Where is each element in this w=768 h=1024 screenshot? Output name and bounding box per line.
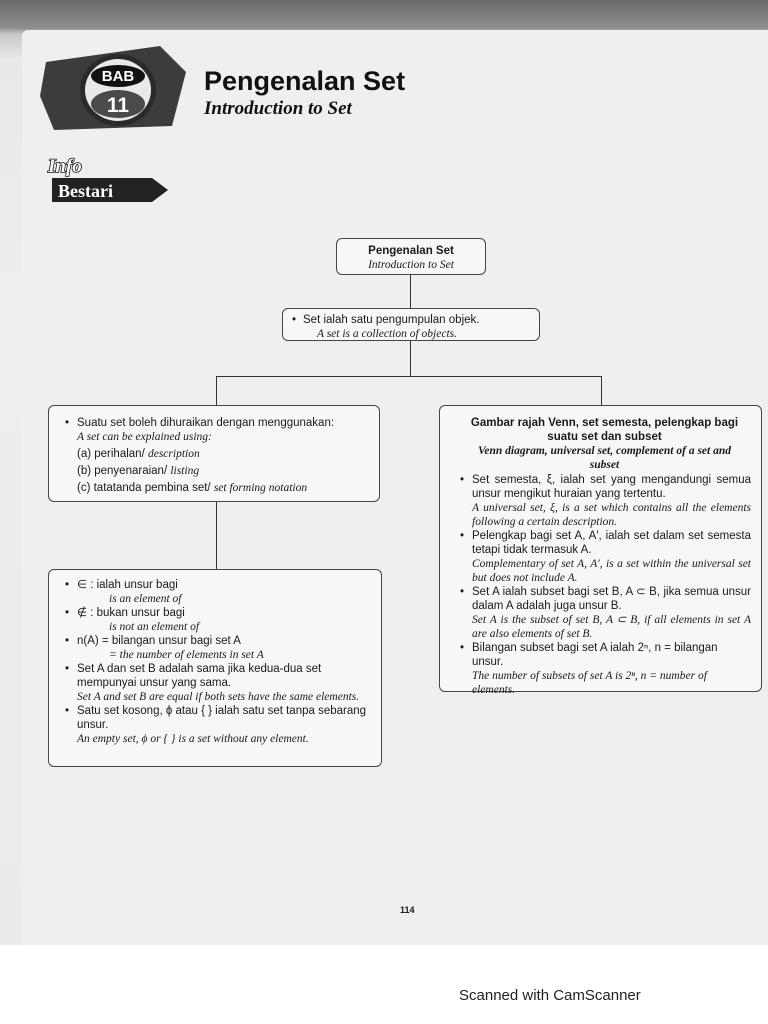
notation-list bbox=[63, 578, 371, 746]
root-title: Pengenalan Set bbox=[368, 245, 454, 257]
description-item-a: (a) perihalan/ description bbox=[77, 448, 200, 460]
connector bbox=[410, 275, 411, 309]
chapter-number: 11 bbox=[106, 94, 130, 117]
connector bbox=[216, 376, 602, 377]
definition-ms: • Set ialah satu pengumpulan objek. bbox=[292, 314, 480, 326]
set-description-box bbox=[48, 405, 380, 502]
venn-heading-en: Venn diagram, universal set, complement of a set and subset bbox=[477, 445, 731, 471]
root-concept-box bbox=[336, 238, 486, 275]
not-element-of-item: • ∉ : bukan unsur bagi is not an element of bbox=[63, 606, 371, 634]
description-item-b: (b) penyenaraian/ listing bbox=[77, 465, 200, 477]
page-number: 114 bbox=[400, 905, 415, 915]
definition-box bbox=[282, 308, 540, 341]
camscanner-footer: Scanned with CamScanner bbox=[459, 987, 641, 1004]
equal-sets-item: • Set A dan set B adalah sama jika kedua-dua set mempunyai unsur yang sama. Set A and set B are equal if both sets have the same elements. bbox=[63, 662, 371, 704]
info-bestari-logo bbox=[44, 150, 174, 204]
bab-label: BAB bbox=[101, 68, 135, 85]
connector bbox=[216, 376, 217, 406]
universal-set-item: • Set semesta, ξ, ialah set yang mengandungi semua unsur mengikut huraian yang tertentu. A universal set, ξ, is a set which contains all the elements following a certain description. bbox=[458, 473, 751, 529]
subset-item: • Set A ialah subset bagi set B, A ⊂ B, jika semua unsur dalam A adalah juga unsur B. Set A is the subset of set B, A ⊂ B, if all elements in set A are also elements of set B. bbox=[458, 585, 751, 641]
connector bbox=[216, 502, 217, 570]
definition-en: A set is a collection of objects. bbox=[317, 328, 457, 340]
subset-count-item: • Bilangan subset bagi set A ialah 2ⁿ, n = bilangan unsur. The number of subsets of set A is 2ⁿ, n = number of elements. bbox=[458, 641, 751, 697]
chapter-badge bbox=[40, 40, 190, 132]
description-intro: • Suatu set boleh dihuraikan dengan menggunakan: A set can be explained using: bbox=[63, 416, 369, 444]
connector bbox=[601, 376, 602, 406]
venn-heading-ms: Gambar rajah Venn, set semesta, pelengkap bagi suatu set dan subset bbox=[470, 417, 739, 443]
cardinality-item: • n(A) = bilangan unsur bagi set A = the number of elements in set A bbox=[63, 634, 371, 662]
description-item-c: (c) tatatanda pembina set/ set forming notation bbox=[77, 482, 308, 494]
connector bbox=[410, 341, 411, 377]
complement-item: • Pelengkap bagi set A, A′, ialah set dalam set semesta tetapi tidak termasuk A. Complementary of set A, A′, is a set within the universal set but does not include A. bbox=[458, 529, 751, 585]
empty-set-item: • Satu set kosong, ϕ atau { } ialah satu set tanpa sebarang unsur. An empty set, ϕ or { } is a set without any element. bbox=[63, 704, 371, 746]
root-subtitle: Introduction to Set bbox=[368, 259, 454, 271]
info-word: Info bbox=[48, 156, 82, 177]
chapter-subtitle: Introduction to Set bbox=[204, 98, 352, 119]
description-list bbox=[63, 416, 369, 444]
chapter-title: Pengenalan Set bbox=[204, 66, 406, 96]
venn-list bbox=[458, 473, 751, 697]
bestari-word: Bestari bbox=[58, 181, 113, 201]
venn-subset-box bbox=[439, 405, 762, 696]
element-of-item: • ∈ : ialah unsur bagi is an element of bbox=[63, 578, 371, 606]
notation-box bbox=[48, 569, 382, 767]
